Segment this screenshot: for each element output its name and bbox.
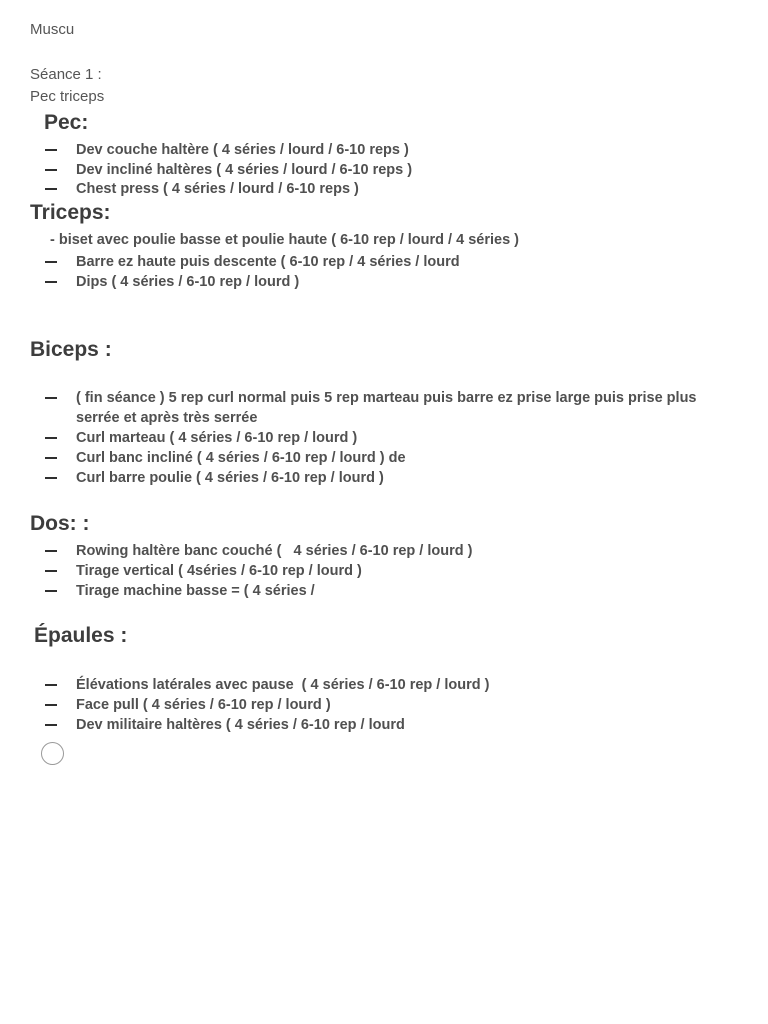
list-item[interactable]: ( fin séance ) 5 rep curl normal puis 5 rep marteau puis barre ez prise large puis prise plus serrée et après très serrée (76, 390, 701, 426)
bullet-dash (45, 281, 57, 283)
list-item[interactable]: Dev militaire haltères ( 4 séries / 6-10 rep / lourd (76, 717, 405, 733)
triceps-heading[interactable]: Triceps: (30, 201, 111, 224)
dos-heading[interactable]: Dos: : (30, 512, 90, 535)
bullet-dash (45, 590, 57, 592)
session-label[interactable]: Séance 1 : (30, 66, 102, 83)
list-item[interactable]: Curl barre poulie ( 4 séries / 6-10 rep / lourd ) (76, 470, 384, 486)
list-item[interactable]: Curl banc incliné ( 4 séries / 6-10 rep / lourd ) de (76, 450, 406, 466)
bullet-dash (45, 437, 57, 439)
bullet-dash (45, 188, 57, 190)
list-item[interactable]: Tirage machine basse = ( 4 séries / (76, 583, 315, 599)
bullet-dash (45, 169, 57, 171)
list-item[interactable]: Élévations latérales avec pause ( 4 séries / 6-10 rep / lourd ) (76, 677, 490, 693)
bullet-dash (45, 570, 57, 572)
biceps-heading[interactable]: Biceps : (30, 338, 112, 361)
session-subtitle[interactable]: Pec triceps (30, 88, 105, 105)
bullet-dash (45, 550, 57, 552)
list-item[interactable]: Dips ( 4 séries / 6-10 rep / lourd ) (76, 274, 300, 290)
checklist-checkbox[interactable] (41, 742, 64, 765)
note-title[interactable]: Muscu (30, 21, 75, 38)
triceps-text-line[interactable]: - biset avec poulie basse et poulie haute ( 6-10 rep / lourd / 4 séries ) (50, 232, 519, 248)
list-item[interactable]: Curl marteau ( 4 séries / 6-10 rep / lourd ) (76, 430, 358, 446)
bullet-dash (45, 477, 57, 479)
list-item[interactable]: Dev incliné haltères ( 4 séries / lourd / 6-10 reps ) (76, 162, 413, 178)
bullet-dash (45, 261, 57, 263)
bullet-dash (45, 457, 57, 459)
list-item[interactable]: Dev couche haltère ( 4 séries / lourd / 6-10 reps ) (76, 142, 409, 158)
list-item[interactable]: Rowing haltère banc couché ( 4 séries / 6-10 rep / lourd ) (76, 543, 473, 559)
list-item[interactable]: Chest press ( 4 séries / lourd / 6-10 reps ) (76, 181, 359, 197)
epaules-heading[interactable]: Épaules : (34, 624, 128, 647)
list-item[interactable]: Face pull ( 4 séries / 6-10 rep / lourd ) (76, 697, 331, 713)
pec-heading[interactable]: Pec: (44, 111, 89, 134)
bullet-dash (45, 724, 57, 726)
bullet-dash (45, 397, 57, 399)
bullet-dash (45, 684, 57, 686)
bullet-dash (45, 704, 57, 706)
list-item[interactable]: Tirage vertical ( 4séries / 6-10 rep / lourd ) (76, 563, 362, 579)
bullet-dash (45, 149, 57, 151)
list-item[interactable]: Barre ez haute puis descente ( 6-10 rep / 4 séries / lourd (76, 254, 460, 270)
